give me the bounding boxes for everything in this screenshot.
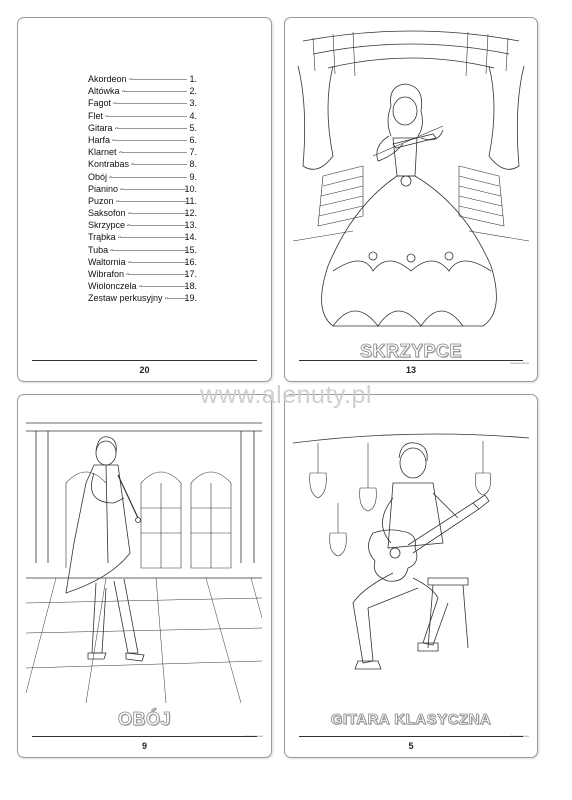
publisher-note: ▭▭▭▭▭▭▭▭ bbox=[510, 735, 529, 738]
index-page bbox=[17, 17, 272, 382]
page-divider bbox=[32, 360, 257, 361]
oboist-illustration bbox=[26, 403, 262, 703]
publisher-note: ▭▭▭▭▭▭▭▭ bbox=[510, 362, 529, 365]
index-entry bbox=[88, 146, 258, 158]
index-entry bbox=[88, 134, 258, 146]
index-entry bbox=[88, 207, 258, 219]
index-entry bbox=[88, 244, 258, 256]
page-ref: 9. bbox=[189, 171, 197, 182]
page-ref: 17. bbox=[184, 269, 197, 279]
index-entry bbox=[88, 292, 258, 304]
watermark-text: www.alenuty.pl bbox=[200, 381, 372, 409]
index-entry bbox=[88, 256, 258, 268]
page-title: GITARA KLASYCZNA bbox=[330, 711, 492, 728]
index-entry bbox=[88, 85, 258, 97]
instrument-name: Pianino bbox=[88, 183, 119, 194]
publisher-note: ▭▭▭▭▭▭▭▭ bbox=[244, 735, 263, 738]
page-ref: 6. bbox=[189, 134, 197, 145]
page-number: 20 bbox=[139, 365, 150, 375]
instrument-list bbox=[88, 73, 258, 305]
index-entry bbox=[88, 122, 258, 134]
instrument-name: Harfa bbox=[88, 134, 111, 145]
violinist-illustration bbox=[293, 26, 529, 336]
guitar-page bbox=[284, 394, 538, 758]
violin-page bbox=[284, 17, 538, 382]
page-divider bbox=[32, 736, 257, 737]
index-entry bbox=[88, 110, 258, 122]
instrument-name: Klarnet bbox=[88, 147, 117, 158]
page-number: 5 bbox=[408, 741, 414, 751]
page-ref: 14. bbox=[184, 232, 197, 243]
page-ref: 11. bbox=[185, 195, 197, 206]
page-ref: 12. bbox=[184, 208, 197, 219]
page-ref: 18. bbox=[184, 281, 197, 292]
instrument-name: Waltornia bbox=[88, 256, 126, 267]
index-entry bbox=[88, 280, 258, 292]
index-entry bbox=[88, 183, 258, 195]
page-ref: 8. bbox=[189, 159, 197, 170]
page-ref: 4. bbox=[189, 110, 197, 121]
index-entry bbox=[88, 158, 258, 170]
instrument-name: Kontrabas bbox=[88, 159, 130, 170]
index-entry bbox=[88, 219, 258, 231]
instrument-name: Altówka bbox=[88, 86, 120, 97]
index-entry bbox=[88, 171, 258, 183]
instrument-name: Zestaw perkusyjny bbox=[88, 293, 163, 304]
page-ref: 15. bbox=[184, 244, 197, 255]
page-ref: 7. bbox=[189, 147, 197, 158]
index-entry bbox=[88, 195, 258, 207]
instrument-name: Tuba bbox=[88, 244, 109, 255]
guitarist-illustration bbox=[293, 403, 529, 703]
page-number: 13 bbox=[405, 365, 416, 375]
index-entry bbox=[88, 97, 258, 109]
instrument-name: Gitara bbox=[88, 122, 113, 133]
oboe-page bbox=[17, 394, 272, 758]
index-entry bbox=[88, 73, 258, 85]
page-ref: 5. bbox=[189, 122, 197, 133]
instrument-name: Flet bbox=[88, 110, 104, 121]
instrument-name: Skrzypce bbox=[88, 220, 126, 231]
page-title: SKRZYPCE bbox=[359, 341, 462, 361]
page-title: OBÓJ bbox=[117, 709, 171, 729]
page-ref: 3. bbox=[189, 98, 197, 109]
index-entry bbox=[88, 268, 258, 280]
page-ref: 13. bbox=[184, 220, 197, 231]
page-ref: 16. bbox=[184, 256, 197, 267]
page-divider bbox=[299, 736, 523, 737]
page-divider bbox=[299, 360, 523, 361]
page-number: 9 bbox=[141, 741, 147, 751]
instrument-name: Wiolonczela bbox=[88, 281, 137, 292]
instrument-name: Obój bbox=[88, 171, 108, 182]
instrument-name: Wibrafon bbox=[88, 269, 125, 279]
page-ref: 2. bbox=[189, 86, 197, 97]
instrument-name: Fagot bbox=[88, 98, 112, 109]
index-entry bbox=[88, 231, 258, 243]
arrow-icon bbox=[105, 115, 188, 117]
instrument-name: Trąbka bbox=[88, 232, 116, 243]
instrument-name: Puzon bbox=[88, 195, 114, 206]
page-ref: 1. bbox=[189, 74, 197, 84]
page-ref: 19. bbox=[184, 293, 197, 304]
instrument-name: Akordeon bbox=[88, 74, 127, 84]
page-ref: 10. bbox=[184, 183, 197, 194]
instrument-name: Saksofon bbox=[88, 208, 126, 219]
